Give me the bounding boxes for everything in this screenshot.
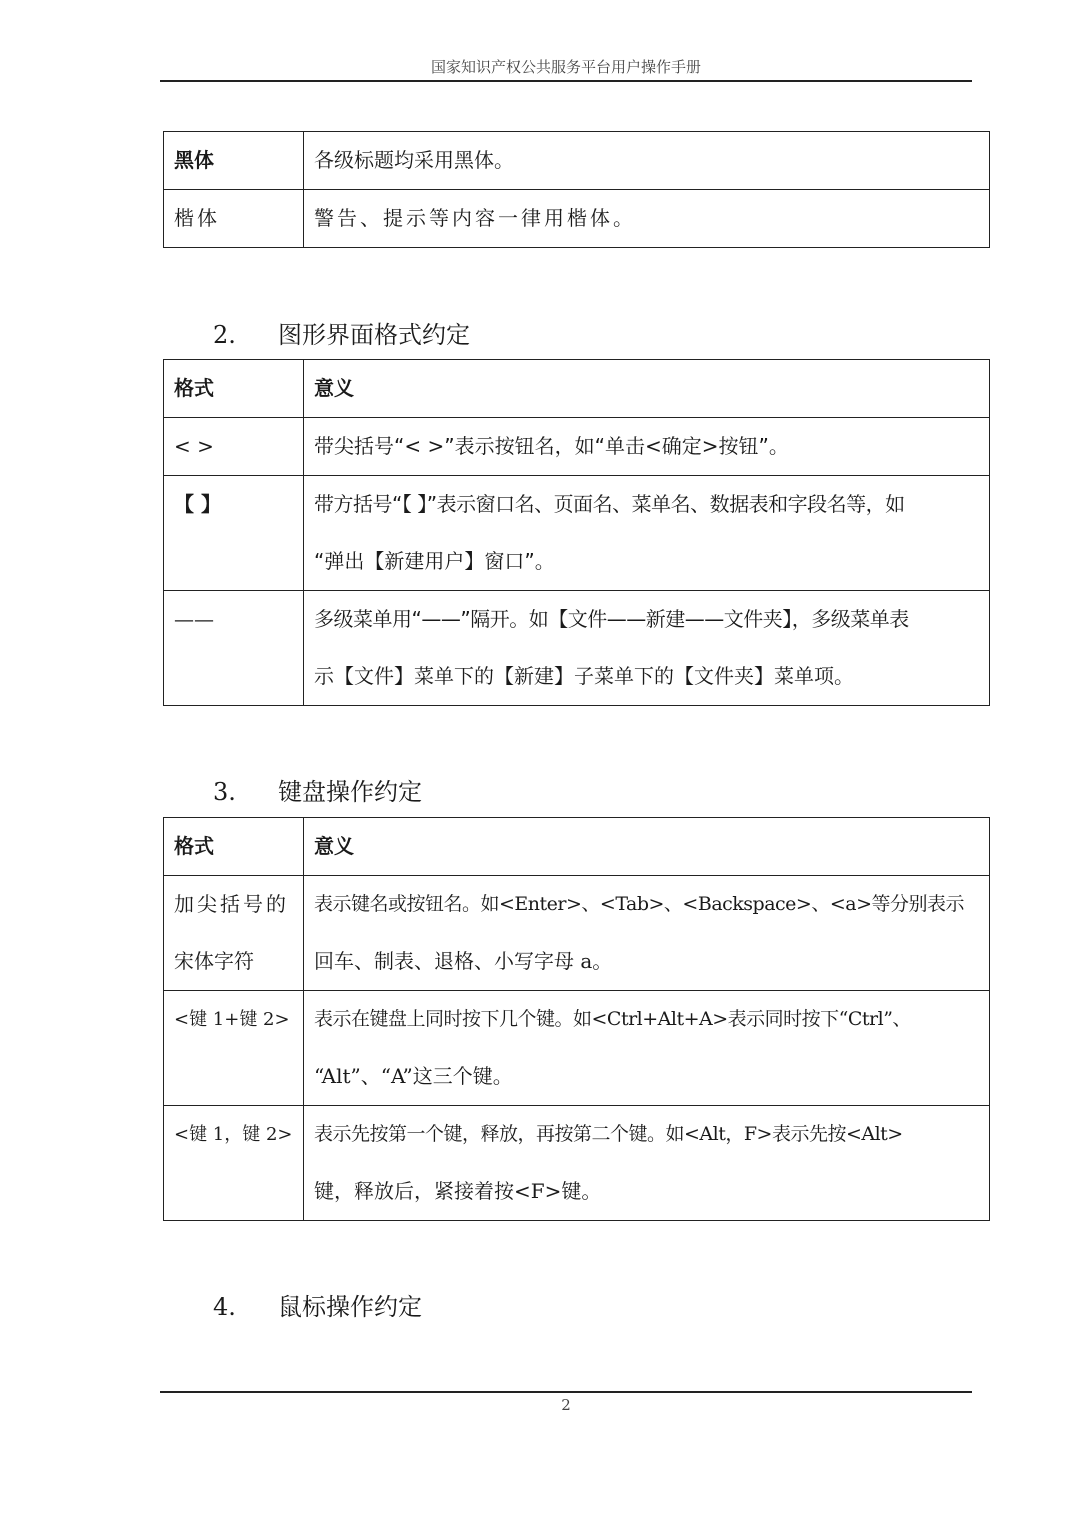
section-number: 4. [213, 1293, 236, 1321]
table-cell-meaning [304, 1106, 990, 1221]
section-title: 鼠标操作约定 [278, 1293, 422, 1321]
table-cell-format: < > [164, 418, 304, 476]
table-row [164, 876, 990, 991]
meaning-line: 回车、制表、退格、小写字母 a。 [314, 949, 613, 973]
table-row [164, 991, 990, 1106]
table-header-row [164, 818, 990, 876]
table-cell-format [164, 1106, 304, 1221]
font-convention-table [163, 131, 990, 248]
table-row [164, 1106, 990, 1221]
meaning-line: 表示在键盘上同时按下几个键。如<Ctrl+Alt+A>表示同时按下“Ctrl”、 [314, 1008, 911, 1030]
section-heading-2 [213, 315, 470, 350]
table-cell-meaning: 警告、提示等内容一律用楷体。 [304, 190, 990, 248]
table-cell-meaning [304, 591, 990, 706]
table-cell-format [164, 876, 304, 991]
section-title: 图形界面格式约定 [278, 321, 470, 349]
table-row [164, 190, 990, 248]
meaning-line: “Alt”、“A”这三个键。 [314, 1064, 513, 1088]
table-cell-format: 【 】 [164, 476, 304, 591]
gui-convention-table [163, 359, 990, 706]
meaning-line: 带尖括号“< >”表示按钮名，如“单击<确定>按钮”。 [314, 434, 789, 458]
header-rule [160, 80, 972, 82]
footer-rule [160, 1391, 972, 1393]
table-cell-meaning: 各级标题均采用黑体。 [304, 132, 990, 190]
table-row [164, 418, 990, 476]
meaning-line: 带方括号“【 】”表示窗口名、页面名、菜单名、数据表和字段名等，如 [314, 492, 905, 516]
table-row [164, 591, 990, 706]
table-cell-format [164, 991, 304, 1106]
meaning-line: 示【文件】菜单下的【新建】子菜单下的【文件夹】菜单项。 [314, 664, 854, 688]
section-heading-4 [213, 1287, 422, 1322]
meaning-line: 键，释放后，紧接着按<F>键。 [314, 1179, 602, 1203]
column-header-meaning: 意义 [304, 360, 990, 418]
section-heading-3 [213, 772, 422, 807]
table-cell-format: 黑体 [164, 132, 304, 190]
page-header-title: 国家知识产权公共服务平台用户操作手册 [430, 58, 701, 76]
table-cell-format: —— [164, 591, 304, 706]
meaning-line: “弹出【新建用户】窗口”。 [314, 549, 555, 573]
table-cell-meaning [304, 876, 990, 991]
section-number: 2. [213, 321, 236, 349]
format-line: <键 1+键 2> [174, 1009, 290, 1030]
table-row [164, 476, 990, 591]
meaning-line: 多级菜单用“——”隔开。如【文件——新建——文件夹】，多级菜单表 [314, 607, 909, 631]
format-line: <键 1，键 2> [174, 1124, 293, 1145]
table-header-row [164, 360, 990, 418]
table-row [164, 132, 990, 190]
format-line: 宋体字符 [174, 949, 254, 973]
meaning-line: 表示键名或按钮名。如<Enter>、<Tab>、<Backspace>、<a>等分别表示 [314, 893, 965, 915]
column-header-format: 格式 [164, 360, 304, 418]
page-number: 2 [561, 1396, 571, 1414]
table-cell-meaning [304, 991, 990, 1106]
section-title: 键盘操作约定 [278, 778, 422, 806]
table-cell-meaning [304, 476, 990, 591]
column-header-meaning: 意义 [304, 818, 990, 876]
table-cell-meaning [304, 418, 990, 476]
section-number: 3. [213, 778, 236, 806]
table-cell-format: 楷体 [164, 190, 304, 248]
keyboard-convention-table [163, 817, 990, 1221]
meaning-line: 表示先按第一个键，释放，再按第二个键。如<Alt，F>表示先按<Alt> [314, 1123, 903, 1145]
column-header-format: 格式 [164, 818, 304, 876]
format-line: 加尖括号的 [174, 892, 289, 916]
